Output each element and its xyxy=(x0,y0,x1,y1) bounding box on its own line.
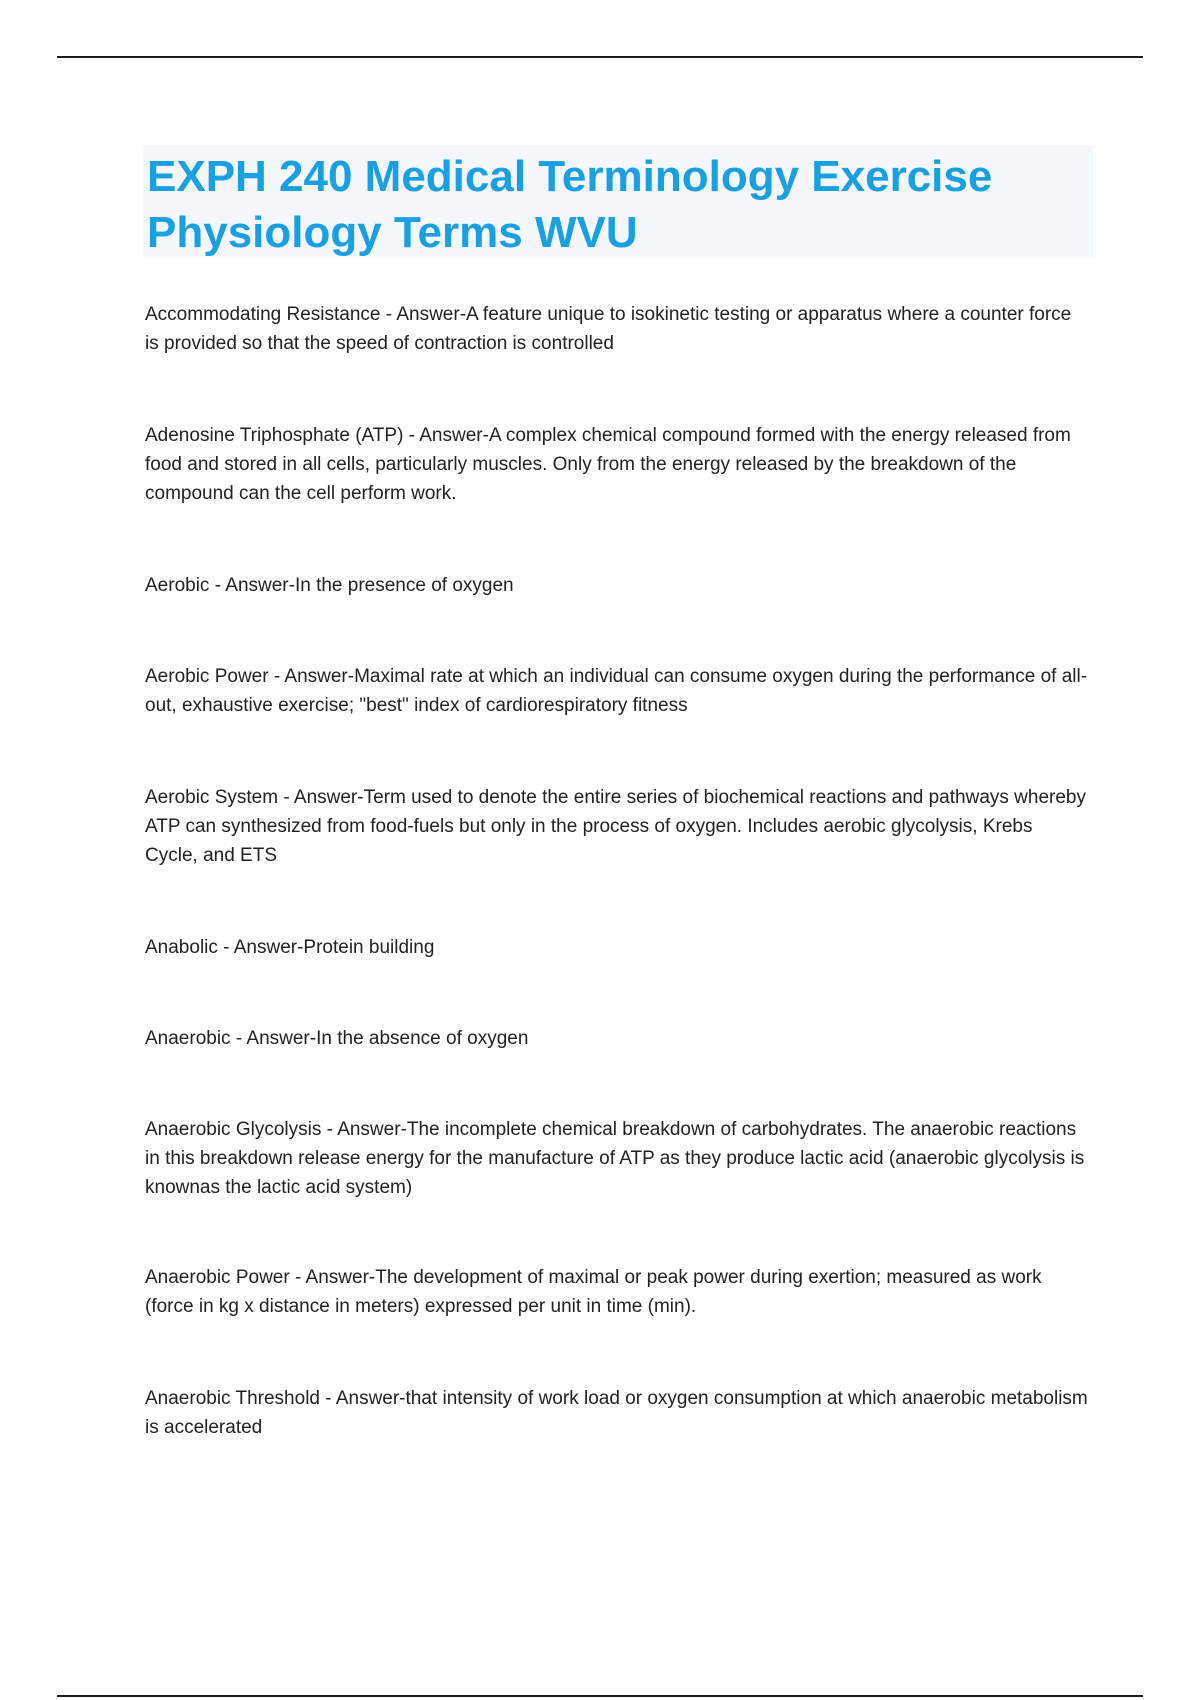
answer-prefix: Answer- xyxy=(305,1267,376,1288)
answer-prefix: Answer- xyxy=(419,425,489,446)
entry-separator: - xyxy=(403,425,420,446)
entry-separator: - xyxy=(217,937,234,958)
entry-term: Aerobic xyxy=(145,575,210,596)
entry-term: Anaerobic Threshold xyxy=(145,1388,320,1409)
entry-definition: The development of maximal or peak power during exertion; measured as work (force in kg x distance in meters) expressed per unit in time (min). xyxy=(145,1267,1042,1317)
answer-prefix: Answer- xyxy=(337,1119,407,1140)
entry-term: Anabolic xyxy=(145,937,218,958)
entry-separator: - xyxy=(268,666,285,687)
glossary-entry xyxy=(145,300,1090,358)
document-title: EXPH 240 Medical Terminology Exercise Physiology Terms WVU xyxy=(147,152,993,257)
answer-prefix: Answer- xyxy=(284,666,355,687)
entry-term: Aerobic System xyxy=(145,787,279,808)
top-divider xyxy=(57,56,1143,58)
entry-term: Adenosine Triphosphate (ATP) xyxy=(145,425,404,446)
glossary-entry xyxy=(145,662,1090,720)
title-banner xyxy=(143,145,1093,257)
answer-prefix: Answer- xyxy=(225,575,295,596)
entry-term: Anaerobic xyxy=(145,1028,231,1049)
glossary-entry xyxy=(145,571,1090,600)
answer-prefix: Answer- xyxy=(396,304,467,325)
entry-definition: In the absence of oxygen xyxy=(316,1028,529,1049)
glossary-entry xyxy=(145,933,1090,962)
bottom-divider xyxy=(57,1695,1143,1697)
glossary-entry xyxy=(145,421,1090,508)
entry-term: Anaerobic Power xyxy=(145,1267,290,1288)
entry-definition: A complex chemical compound formed with the energy released from food and stored in all cells, particularly muscles. Only from the energy released by the breakdown of the compound can the cell perform work. xyxy=(145,425,1071,504)
answer-prefix: Answer- xyxy=(293,787,364,808)
entry-separator: - xyxy=(230,1028,247,1049)
entry-term: Anaerobic Glycolysis xyxy=(145,1119,322,1140)
entry-separator: - xyxy=(209,575,226,596)
entry-separator: - xyxy=(289,1267,306,1288)
entry-separator: - xyxy=(321,1119,338,1140)
entry-definition: Protein building xyxy=(303,937,435,958)
glossary-entry xyxy=(145,1024,1090,1053)
entry-separator: - xyxy=(380,304,397,325)
entry-definition: In the presence of oxygen xyxy=(294,575,514,596)
answer-prefix: Answer- xyxy=(335,1388,406,1409)
entry-term: Aerobic Power xyxy=(145,666,269,687)
glossary-entry xyxy=(145,783,1090,870)
entry-term: Accommodating Resistance xyxy=(145,304,381,325)
entry-separator: - xyxy=(319,1388,336,1409)
entry-definition: The incomplete chemical breakdown of carbohydrates. The anaerobic reactions in this breakdown release energy for the manufacture of ATP as they produce lactic acid (anaerobic glycolysis is knownas the lactic acid system) xyxy=(145,1119,1085,1198)
entry-separator: - xyxy=(278,787,294,808)
glossary-entry xyxy=(145,1384,1090,1442)
entry-definition: Term used to denote the entire series of biochemical reactions and pathways whereby ATP can synthesized from food-fuels but only in the process of oxygen. Includes aerobic glycolysis, Krebs Cycle, and ETS xyxy=(145,787,1086,866)
entry-definition: that intensity of work load or oxygen consumption at which anaerobic metabolism is accelerated xyxy=(145,1388,1088,1438)
answer-prefix: Answer- xyxy=(233,937,304,958)
entry-definition: A feature unique to isokinetic testing or apparatus where a counter force is provided so that the speed of contraction is controlled xyxy=(145,304,1072,354)
entry-definition: Maximal rate at which an individual can consume oxygen during the performance of all-out, exhaustive exercise; "best" index of cardiorespiratory fitness xyxy=(145,666,1088,716)
answer-prefix: Answer- xyxy=(246,1028,317,1049)
glossary-entry xyxy=(145,1115,1090,1202)
glossary-entry xyxy=(145,1263,1090,1321)
